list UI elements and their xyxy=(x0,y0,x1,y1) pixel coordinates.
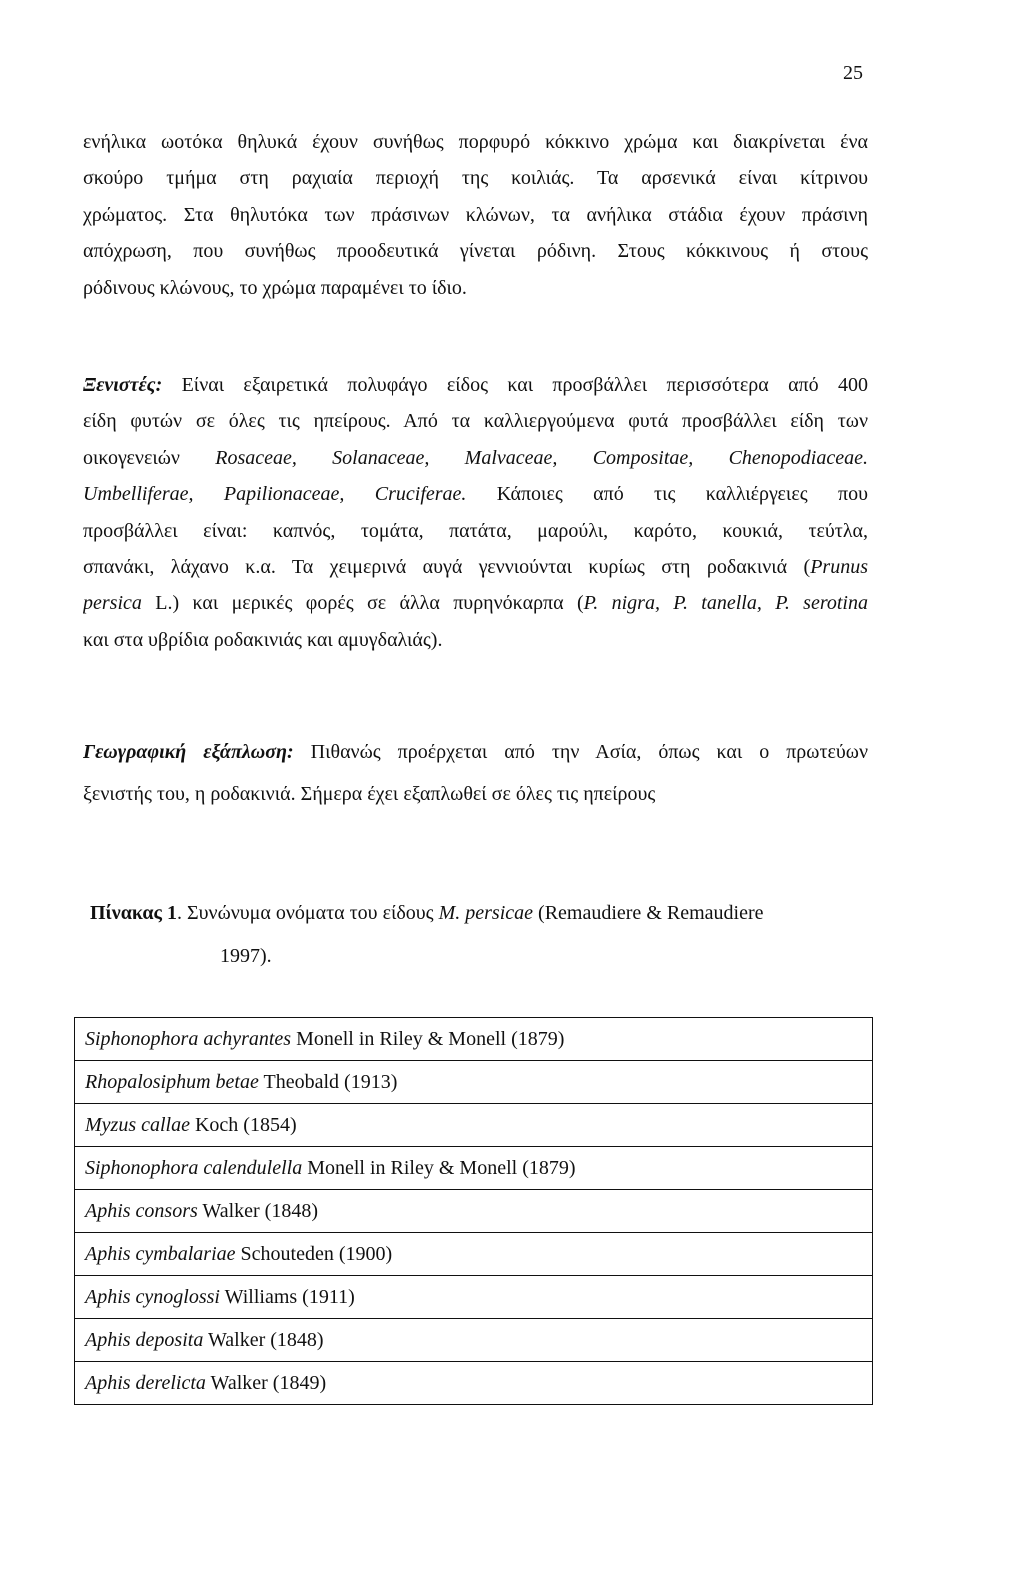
species-names: P. nigra, P. tanella, P. serotina xyxy=(583,592,868,615)
text-line xyxy=(83,476,868,512)
text-line: χρώματος. Στα θηλυτόκα των πράσινων κλώνων, τα ανήλικα στάδια έχουν πράσινη xyxy=(83,203,868,226)
table-row xyxy=(75,1233,873,1276)
text-line: ενήλικα ωοτόκα θηλυκά έχουν συνήθως πορφυρό κόκκινο χρώμα και διακρίνεται ένα xyxy=(83,131,868,153)
table-row xyxy=(75,1319,873,1362)
synonym-name: Aphis derelicta xyxy=(85,1372,206,1394)
synonym-authority: Schouteden (1900) xyxy=(235,1243,393,1265)
synonym-authority: Monell in Riley & Monell (1879) xyxy=(291,1028,565,1050)
synonym-authority: Walker (1848) xyxy=(197,1200,319,1222)
text-span: . Συνώνυμα ονόματα του είδους xyxy=(176,902,439,924)
table-cell xyxy=(75,1190,873,1233)
text-line xyxy=(83,585,868,621)
synonym-authority: Monell in Riley & Monell (1879) xyxy=(302,1157,576,1179)
synonym-name: Aphis consors xyxy=(85,1200,198,1222)
text-line: σκούρο τμήμα στη ραχιαία περιοχή της κοιλιάς. Τα αρσενικά είναι κίτρινου xyxy=(83,167,868,190)
text-span: Κάποιες από τις καλλιέργειες που xyxy=(466,483,868,506)
text-span: Πιθανώς προέρχεται από την Ασία, όπως και ο πρωτεύων xyxy=(293,741,868,763)
text-span: L.) και μερικές φορές σε άλλα πυρηνόκαρπα ( xyxy=(141,592,584,615)
synonym-name: Aphis deposita xyxy=(85,1329,204,1351)
table-row xyxy=(75,1362,873,1405)
table-caption xyxy=(90,892,870,978)
synonym-name: Myzus callae xyxy=(85,1114,190,1136)
table-cell xyxy=(75,1276,873,1319)
table-cell xyxy=(75,1233,873,1276)
table-cell xyxy=(75,1362,873,1405)
synonym-name: Aphis cynoglossi xyxy=(85,1286,220,1308)
section-heading-hosts: Ξενιστές: xyxy=(83,374,163,396)
caption-line: 1997). xyxy=(220,945,272,967)
synonym-authority: Walker (1849) xyxy=(205,1372,327,1394)
text-line xyxy=(83,367,868,403)
text-line: και στα υβρίδια ροδακινιάς και αμυγδαλιάς). xyxy=(83,628,443,651)
text-span: οικογενειών xyxy=(83,446,216,469)
table-row xyxy=(75,1276,873,1319)
text-line: ρόδινους κλώνους, το χρώμα παραμένει το ίδιο. xyxy=(83,276,467,299)
paragraph-hosts xyxy=(83,367,868,658)
synonyms-table xyxy=(74,1017,873,1405)
synonym-authority: Walker (1848) xyxy=(203,1329,324,1351)
text-line: προσβάλλει είναι: καπνός, τομάτα, πατάτα, μαρούλι, καρότο, κουκιά, τεύτλα, xyxy=(83,519,868,542)
family-names: Umbelliferae, Papilionaceae, Cruciferae. xyxy=(83,483,467,506)
text-span: (Remaudiere & Remaudiere xyxy=(533,902,764,924)
text-span: σπανάκι, λάχανο κ.α. Τα χειμερινά αυγά γεννιούνται κυρίως στη ροδακινιά ( xyxy=(83,555,811,578)
table-row xyxy=(75,1147,873,1190)
text-line xyxy=(83,440,868,476)
synonym-authority: Koch (1854) xyxy=(189,1114,297,1136)
synonym-authority: Theobald (1913) xyxy=(258,1071,398,1093)
section-heading-distribution: Γεωγραφική εξάπλωση: xyxy=(83,741,294,763)
table-row xyxy=(75,1061,873,1104)
text-line xyxy=(83,549,868,585)
paragraph-distribution xyxy=(83,731,868,815)
table-row xyxy=(75,1190,873,1233)
page-number: 25 xyxy=(843,62,863,84)
table-cell xyxy=(75,1018,873,1061)
synonym-name: Rhopalosiphum betae xyxy=(85,1071,259,1093)
text-span: Είναι εξαιρετικά πολυφάγο είδος και προσβάλλει περισσότερα από 400 xyxy=(162,374,868,396)
synonym-authority: Williams (1911) xyxy=(220,1286,355,1308)
species-name: M. persicae xyxy=(438,902,534,924)
text-line: απόχρωση, που συνήθως προοδευτικά γίνεται ρόδινη. Στους κόκκινους ή στους xyxy=(83,240,868,263)
table-cell xyxy=(75,1061,873,1104)
species-name: persica xyxy=(83,592,142,615)
family-names: Rosaceae, Solanaceae, Malvaceae, Compositae, Chenopodiaceae. xyxy=(215,446,868,469)
table-cell xyxy=(75,1104,873,1147)
species-name: Prunus xyxy=(810,555,868,578)
table-row xyxy=(75,1104,873,1147)
synonym-name: Aphis cymbalariae xyxy=(85,1243,236,1265)
text-line: ξενιστής του, η ροδακινιά. Σήμερα έχει εξαπλωθεί σε όλες τις ηπείρους xyxy=(83,783,656,805)
synonym-name: Siphonophora calendulella xyxy=(85,1157,303,1179)
table-cell xyxy=(75,1147,873,1190)
table-row xyxy=(75,1018,873,1061)
table-cell xyxy=(75,1319,873,1362)
text-line: είδη φυτών σε όλες τις ηπείρους. Από τα καλλιεργούμενα φυτά προσβάλλει είδη των xyxy=(83,410,868,433)
text-line xyxy=(83,731,868,773)
caption-line xyxy=(90,892,870,935)
paragraph-coloration xyxy=(83,124,868,306)
synonym-name: Siphonophora achyrantes xyxy=(85,1028,292,1050)
table-label: Πίνακας 1 xyxy=(90,902,177,924)
